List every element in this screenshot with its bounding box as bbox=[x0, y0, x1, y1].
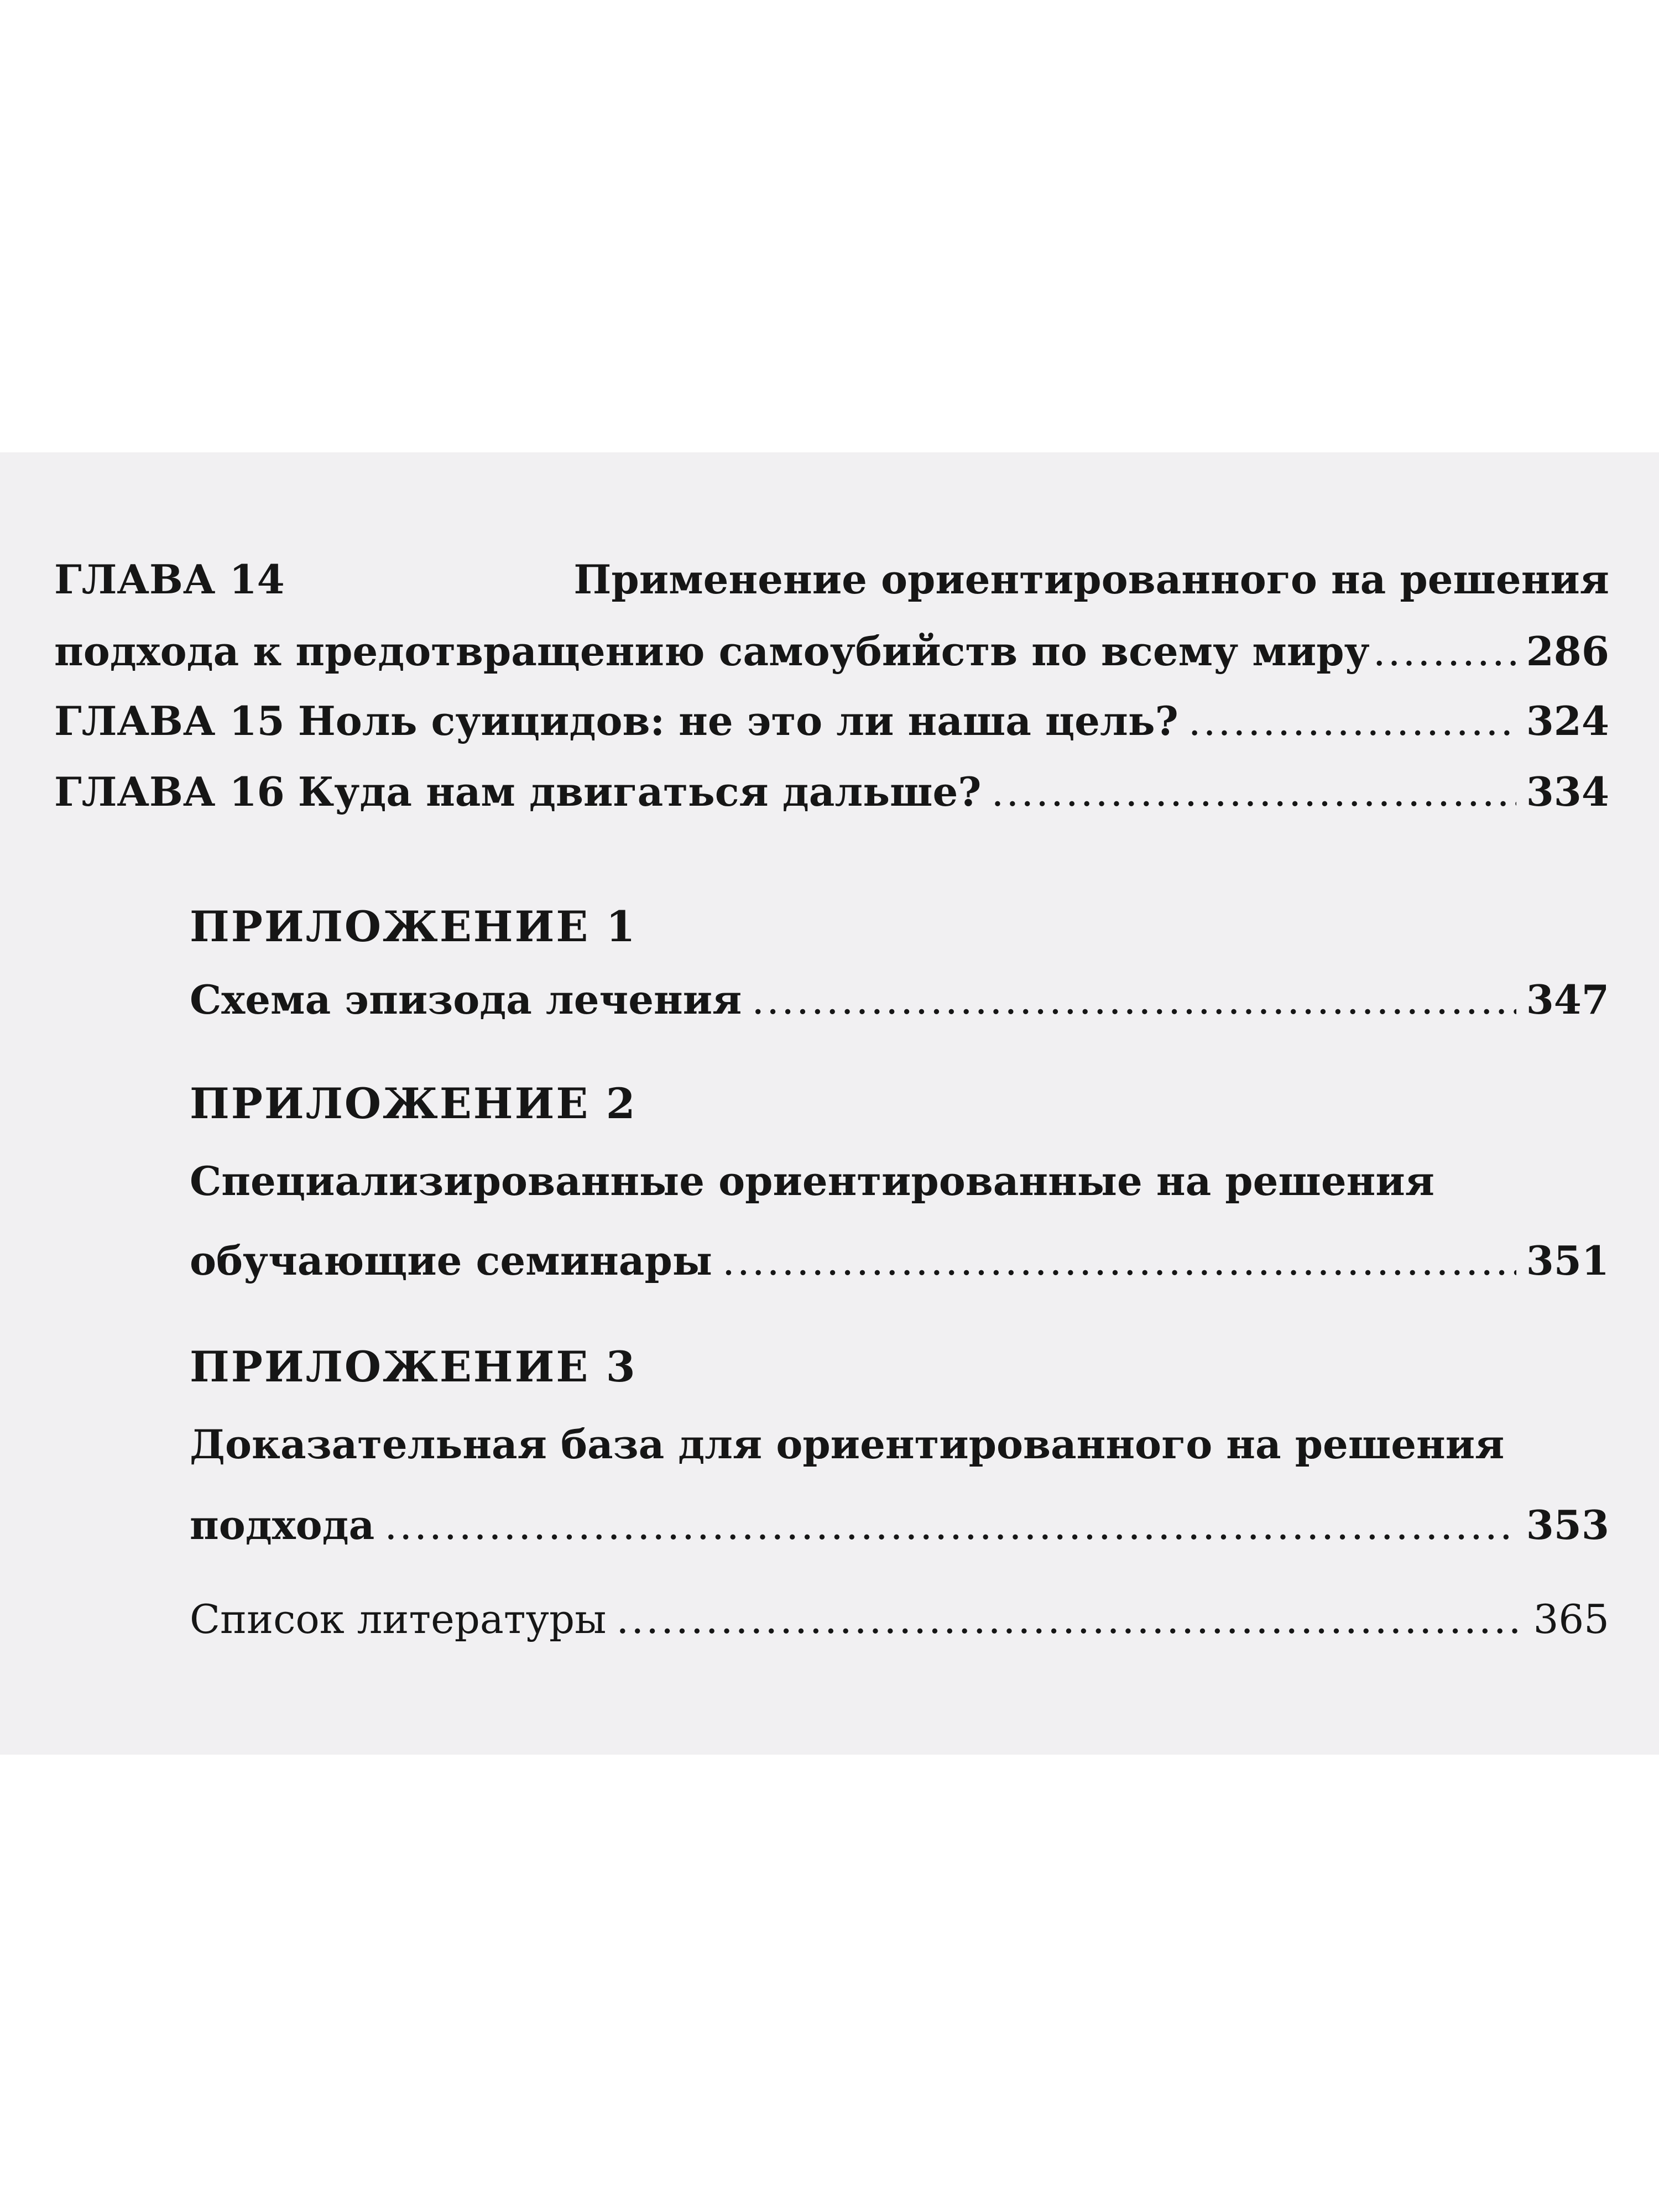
dot-leader bbox=[991, 770, 1516, 814]
page-number: 324 bbox=[1526, 697, 1609, 744]
appendix-1-heading: ПРИЛОЖЕНИЕ 1 bbox=[190, 902, 637, 951]
chapter-title-continued: подхода к предотвращению самоубийств по всему миру bbox=[54, 628, 1370, 675]
appendix-title: Схема эпизода лечения bbox=[190, 976, 742, 1023]
toc-entry-ch14-line1 bbox=[54, 557, 1609, 602]
toc-entry-app1 bbox=[190, 978, 1609, 1022]
toc-entry-ch14-line2 bbox=[54, 629, 1609, 674]
dot-leader bbox=[384, 1503, 1516, 1547]
appendix-title: Доказательная база для ориентированного на решения bbox=[190, 1421, 1505, 1468]
dot-leader bbox=[616, 1597, 1523, 1641]
toc-entry-app3-line1 bbox=[190, 1422, 1609, 1467]
toc-entry-app3-line2 bbox=[190, 1503, 1609, 1547]
toc-entry-references bbox=[190, 1597, 1609, 1641]
dot-leader bbox=[722, 1239, 1516, 1283]
toc-entry-ch14-heading bbox=[54, 557, 1609, 602]
page-number: 351 bbox=[1526, 1237, 1609, 1284]
chapter-title: Ноль суицидов: не это ли наша цель? bbox=[298, 697, 1178, 744]
dot-leader bbox=[1188, 699, 1516, 743]
toc-entry-app2-line1 bbox=[190, 1159, 1609, 1203]
book-page bbox=[0, 452, 1659, 1755]
chapter-title: Куда нам двигаться дальше? bbox=[298, 768, 982, 815]
toc-entry-ch15 bbox=[54, 699, 1609, 743]
dot-leader bbox=[1373, 629, 1522, 674]
appendix-title-continued: подхода bbox=[190, 1501, 375, 1548]
chapter-title: Применение ориентированного на решения bbox=[573, 556, 1609, 603]
page-number: 365 bbox=[1533, 1596, 1609, 1642]
chapter-label: ГЛАВА 14 bbox=[54, 556, 285, 603]
chapter-label: ГЛАВА 16 bbox=[54, 768, 285, 815]
table-of-contents bbox=[54, 452, 1609, 1755]
appendix-2-heading: ПРИЛОЖЕНИЕ 2 bbox=[190, 1079, 637, 1128]
appendix-title: Специализированные ориентированные на решения bbox=[190, 1157, 1434, 1204]
page-number: 334 bbox=[1526, 768, 1609, 815]
page-number: 286 bbox=[1526, 628, 1609, 675]
page-number: 353 bbox=[1526, 1501, 1609, 1548]
references-title: Список литературы bbox=[190, 1596, 607, 1642]
toc-entry-ch16 bbox=[54, 770, 1609, 814]
appendix-title-continued: обучающие семинары bbox=[190, 1237, 712, 1284]
page-number: 347 bbox=[1526, 976, 1609, 1023]
toc-entry-app2-line2 bbox=[190, 1239, 1609, 1283]
appendix-3-heading: ПРИЛОЖЕНИЕ 3 bbox=[190, 1342, 637, 1391]
dot-leader bbox=[752, 978, 1516, 1022]
chapter-label: ГЛАВА 15 bbox=[54, 697, 285, 744]
